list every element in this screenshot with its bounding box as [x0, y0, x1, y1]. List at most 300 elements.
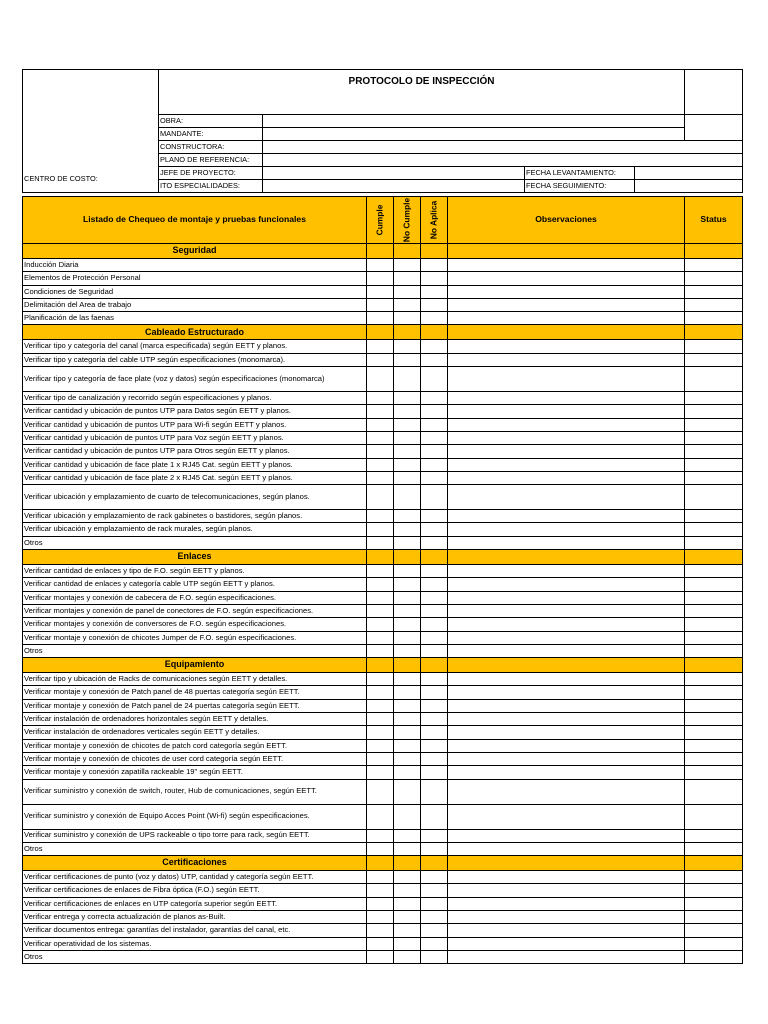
section-title: Cableado Estructurado — [23, 325, 367, 340]
section-header-cell — [685, 325, 743, 340]
checklist-row — [23, 565, 743, 578]
no-cumple-cell[interactable] — [394, 829, 421, 842]
observaciones-cell[interactable] — [448, 910, 685, 923]
status-cell[interactable] — [685, 485, 743, 510]
observaciones-cell[interactable] — [448, 924, 685, 937]
cumple-cell[interactable] — [367, 431, 394, 444]
observaciones-cell[interactable] — [448, 405, 685, 418]
section-header-cell — [421, 325, 448, 340]
no-aplica-cell[interactable] — [421, 523, 448, 536]
cumple-cell[interactable] — [367, 367, 394, 392]
checklist-item-label: Otros — [23, 950, 367, 963]
no-cumple-cell[interactable] — [394, 631, 421, 644]
checklist-row — [23, 405, 743, 418]
checklist-row — [23, 779, 743, 804]
no-cumple-cell[interactable] — [394, 340, 421, 353]
checklist-item-label: Verificar cantidad y ubicación de face plate 1 x RJ45 Cat. según EETT y planos. — [23, 458, 367, 471]
status-cell[interactable] — [685, 367, 743, 392]
checklist-item-label: Elementos de Protección Personal — [23, 272, 367, 285]
cumple-cell[interactable] — [367, 591, 394, 604]
cumple-cell[interactable] — [367, 604, 394, 617]
no-cumple-cell[interactable] — [394, 739, 421, 752]
no-cumple-cell[interactable] — [394, 804, 421, 829]
observaciones-cell[interactable] — [448, 779, 685, 804]
status-cell[interactable] — [685, 523, 743, 536]
observaciones-cell[interactable] — [448, 950, 685, 963]
cumple-cell[interactable] — [367, 766, 394, 779]
observaciones-cell[interactable] — [448, 367, 685, 392]
status-cell[interactable] — [685, 871, 743, 884]
constructora-field[interactable] — [263, 141, 743, 154]
jefe-proyecto-label: JEFE DE PROYECTO: — [159, 167, 263, 180]
status-cell[interactable] — [685, 924, 743, 937]
no-aplica-cell[interactable] — [421, 510, 448, 523]
no-cumple-cell[interactable] — [394, 510, 421, 523]
section-title: Equipamiento — [23, 658, 367, 673]
no-cumple-header — [394, 197, 421, 244]
no-aplica-cell[interactable] — [421, 739, 448, 752]
no-aplica-cell[interactable] — [421, 272, 448, 285]
checklist-row — [23, 259, 743, 272]
cumple-cell[interactable] — [367, 536, 394, 549]
status-cell[interactable] — [685, 699, 743, 712]
no-cumple-cell[interactable] — [394, 779, 421, 804]
section-header-cell — [367, 325, 394, 340]
no-aplica-cell[interactable] — [421, 713, 448, 726]
observaciones-cell[interactable] — [448, 766, 685, 779]
no-aplica-cell[interactable] — [421, 604, 448, 617]
cumple-cell[interactable] — [367, 842, 394, 855]
status-cell[interactable] — [685, 392, 743, 405]
observaciones-cell[interactable] — [448, 631, 685, 644]
no-cumple-cell[interactable] — [394, 950, 421, 963]
checklist-row — [23, 726, 743, 739]
status-cell[interactable] — [685, 565, 743, 578]
cumple-cell[interactable] — [367, 752, 394, 765]
section-header-cell — [421, 244, 448, 259]
no-aplica-cell[interactable] — [421, 565, 448, 578]
checklist-row — [23, 312, 743, 325]
cumple-cell[interactable] — [367, 631, 394, 644]
status-cell[interactable] — [685, 673, 743, 686]
status-cell[interactable] — [685, 910, 743, 923]
observaciones-cell[interactable] — [448, 353, 685, 366]
status-cell[interactable] — [685, 829, 743, 842]
cumple-cell[interactable] — [367, 686, 394, 699]
checklist-item-label: Verificar montajes y conexión de conversores de F.O. según especificaciones. — [23, 618, 367, 631]
status-cell[interactable] — [685, 272, 743, 285]
observaciones-cell[interactable] — [448, 418, 685, 431]
jefe-proyecto-field[interactable] — [263, 167, 525, 180]
no-cumple-cell[interactable] — [394, 884, 421, 897]
no-cumple-cell[interactable] — [394, 591, 421, 604]
checklist-row — [23, 353, 743, 366]
checklist-row — [23, 884, 743, 897]
status-cell[interactable] — [685, 458, 743, 471]
no-aplica-cell[interactable] — [421, 418, 448, 431]
cumple-cell[interactable] — [367, 897, 394, 910]
no-cumple-cell[interactable] — [394, 897, 421, 910]
no-aplica-header — [421, 197, 448, 244]
logo-area — [23, 70, 159, 115]
observaciones-cell[interactable] — [448, 673, 685, 686]
no-aplica-header-label: No Aplica — [428, 200, 439, 240]
cumple-cell[interactable] — [367, 779, 394, 804]
no-aplica-cell[interactable] — [421, 842, 448, 855]
observaciones-cell[interactable] — [448, 591, 685, 604]
section-title: Certificaciones — [23, 856, 367, 871]
checklist-item-label: Verificar instalación de ordenadores horizontales según EETT y detalles. — [23, 713, 367, 726]
cumple-cell[interactable] — [367, 804, 394, 829]
observaciones-cell[interactable] — [448, 884, 685, 897]
observaciones-cell[interactable] — [448, 431, 685, 444]
observaciones-cell[interactable] — [448, 272, 685, 285]
checklist-item-label: Otros — [23, 842, 367, 855]
no-cumple-cell[interactable] — [394, 604, 421, 617]
status-cell[interactable] — [685, 471, 743, 484]
no-cumple-cell[interactable] — [394, 565, 421, 578]
checklist-row — [23, 591, 743, 604]
cumple-cell[interactable] — [367, 312, 394, 325]
no-aplica-cell[interactable] — [421, 766, 448, 779]
no-aplica-cell[interactable] — [421, 392, 448, 405]
cumple-cell[interactable] — [367, 618, 394, 631]
cumple-cell[interactable] — [367, 699, 394, 712]
cumple-cell[interactable] — [367, 726, 394, 739]
cumple-cell[interactable] — [367, 565, 394, 578]
cumple-cell[interactable] — [367, 578, 394, 591]
no-aplica-cell[interactable] — [421, 937, 448, 950]
checklist-item-label: Planificación de las faenas — [23, 312, 367, 325]
no-cumple-cell[interactable] — [394, 910, 421, 923]
checklist-item-label: Delimitación del Area de trabajo — [23, 298, 367, 311]
observaciones-cell[interactable] — [448, 536, 685, 549]
no-aplica-cell[interactable] — [421, 779, 448, 804]
cumple-cell[interactable] — [367, 937, 394, 950]
no-aplica-cell[interactable] — [421, 298, 448, 311]
observaciones-cell[interactable] — [448, 340, 685, 353]
observaciones-cell[interactable] — [448, 739, 685, 752]
no-aplica-cell[interactable] — [421, 340, 448, 353]
no-aplica-cell[interactable] — [421, 312, 448, 325]
obra-field[interactable] — [263, 115, 685, 128]
observaciones-cell[interactable] — [448, 312, 685, 325]
status-cell[interactable] — [685, 285, 743, 298]
status-cell[interactable] — [685, 405, 743, 418]
section-header-cell — [448, 856, 685, 871]
no-cumple-cell[interactable] — [394, 644, 421, 657]
no-cumple-cell[interactable] — [394, 405, 421, 418]
checklist-item-label: Verificar cantidad y ubicación de face plate 2 x RJ45 Cat. según EETT y planos. — [23, 471, 367, 484]
no-cumple-cell[interactable] — [394, 485, 421, 510]
checklist-row — [23, 458, 743, 471]
cumple-cell[interactable] — [367, 950, 394, 963]
status-cell[interactable] — [685, 631, 743, 644]
checklist-row — [23, 644, 743, 657]
status-cell[interactable] — [685, 431, 743, 444]
no-aplica-cell[interactable] — [421, 644, 448, 657]
status-cell[interactable] — [685, 618, 743, 631]
status-cell[interactable] — [685, 937, 743, 950]
cumple-cell[interactable] — [367, 924, 394, 937]
fecha-levantamiento-field[interactable] — [635, 167, 743, 180]
no-aplica-cell[interactable] — [421, 578, 448, 591]
checklist-item-label: Verificar operatividad de los sistemas. — [23, 937, 367, 950]
no-aplica-cell[interactable] — [421, 686, 448, 699]
no-cumple-cell[interactable] — [394, 259, 421, 272]
cumple-cell[interactable] — [367, 418, 394, 431]
cumple-cell[interactable] — [367, 884, 394, 897]
observaciones-cell[interactable] — [448, 471, 685, 484]
observaciones-cell[interactable] — [448, 937, 685, 950]
cumple-cell[interactable] — [367, 471, 394, 484]
status-cell[interactable] — [685, 779, 743, 804]
status-cell[interactable] — [685, 298, 743, 311]
no-aplica-cell[interactable] — [421, 259, 448, 272]
status-cell[interactable] — [685, 884, 743, 897]
status-cell[interactable] — [685, 739, 743, 752]
mandante-field[interactable] — [263, 128, 685, 141]
checklist-item-label: Otros — [23, 644, 367, 657]
no-cumple-cell[interactable] — [394, 713, 421, 726]
status-cell[interactable] — [685, 644, 743, 657]
no-aplica-cell[interactable] — [421, 353, 448, 366]
cumple-cell[interactable] — [367, 829, 394, 842]
section-header-cell — [685, 550, 743, 565]
no-cumple-cell[interactable] — [394, 578, 421, 591]
no-aplica-cell[interactable] — [421, 910, 448, 923]
status-cell[interactable] — [685, 418, 743, 431]
section-header-cell — [685, 244, 743, 259]
observaciones-cell[interactable] — [448, 842, 685, 855]
no-aplica-cell[interactable] — [421, 871, 448, 884]
checklist-item-label: Verificar instalación de ordenadores verticales según EETT y detalles. — [23, 726, 367, 739]
observaciones-cell[interactable] — [448, 897, 685, 910]
no-aplica-cell[interactable] — [421, 673, 448, 686]
observaciones-cell[interactable] — [448, 565, 685, 578]
checklist-item-label: Verificar cantidad y ubicación de puntos UTP para Otros según EETT y planos. — [23, 445, 367, 458]
no-aplica-cell[interactable] — [421, 471, 448, 484]
status-cell[interactable] — [685, 766, 743, 779]
no-cumple-cell[interactable] — [394, 726, 421, 739]
no-aplica-cell[interactable] — [421, 591, 448, 604]
no-cumple-cell[interactable] — [394, 312, 421, 325]
observaciones-cell[interactable] — [448, 752, 685, 765]
plano-field[interactable] — [263, 154, 743, 167]
section-header-cell — [394, 856, 421, 871]
observaciones-cell[interactable] — [448, 726, 685, 739]
no-aplica-cell[interactable] — [421, 285, 448, 298]
no-aplica-cell[interactable] — [421, 405, 448, 418]
cumple-cell[interactable] — [367, 285, 394, 298]
checklist-item-label: Verificar certificaciones de enlaces en UTP categoría superior según EETT. — [23, 897, 367, 910]
checklist-item-label: Verificar cantidad de enlaces y tipo de F.O. según EETT y planos. — [23, 565, 367, 578]
no-aplica-cell[interactable] — [421, 752, 448, 765]
checklist-item-label: Verificar entrega y correcta actualización de planos as-Built. — [23, 910, 367, 923]
status-cell[interactable] — [685, 353, 743, 366]
section-header-row — [23, 658, 743, 673]
no-cumple-cell[interactable] — [394, 445, 421, 458]
cumple-cell[interactable] — [367, 871, 394, 884]
fecha-seguimiento-label: FECHA SEGUIMIENTO: — [525, 180, 635, 193]
observaciones-cell[interactable] — [448, 445, 685, 458]
cumple-cell[interactable] — [367, 445, 394, 458]
no-aplica-cell[interactable] — [421, 445, 448, 458]
no-cumple-cell[interactable] — [394, 924, 421, 937]
cumple-cell[interactable] — [367, 353, 394, 366]
no-aplica-cell[interactable] — [421, 458, 448, 471]
status-cell[interactable] — [685, 536, 743, 549]
observaciones-cell[interactable] — [448, 285, 685, 298]
status-cell[interactable] — [685, 312, 743, 325]
cumple-cell[interactable] — [367, 405, 394, 418]
no-aplica-cell[interactable] — [421, 884, 448, 897]
no-cumple-cell[interactable] — [394, 937, 421, 950]
section-header-cell — [394, 658, 421, 673]
no-cumple-cell[interactable] — [394, 353, 421, 366]
checklist-row — [23, 272, 743, 285]
status-cell[interactable] — [685, 340, 743, 353]
no-aplica-cell[interactable] — [421, 536, 448, 549]
cumple-cell[interactable] — [367, 739, 394, 752]
observaciones-cell[interactable] — [448, 644, 685, 657]
observaciones-cell[interactable] — [448, 804, 685, 829]
observaciones-cell[interactable] — [448, 871, 685, 884]
no-cumple-cell[interactable] — [394, 536, 421, 549]
checklist-row — [23, 392, 743, 405]
observaciones-cell[interactable] — [448, 523, 685, 536]
ito-field[interactable] — [263, 180, 525, 193]
no-aplica-cell[interactable] — [421, 367, 448, 392]
status-cell[interactable] — [685, 591, 743, 604]
checklist-row — [23, 752, 743, 765]
observaciones-cell[interactable] — [448, 485, 685, 510]
status-cell[interactable] — [685, 804, 743, 829]
checklist-row — [23, 924, 743, 937]
checklist-row — [23, 536, 743, 549]
observaciones-cell[interactable] — [448, 699, 685, 712]
no-cumple-cell[interactable] — [394, 842, 421, 855]
no-cumple-cell[interactable] — [394, 699, 421, 712]
checklist-row — [23, 766, 743, 779]
no-aplica-cell[interactable] — [421, 829, 448, 842]
no-cumple-cell[interactable] — [394, 673, 421, 686]
cumple-cell[interactable] — [367, 298, 394, 311]
no-cumple-cell[interactable] — [394, 367, 421, 392]
status-cell[interactable] — [685, 897, 743, 910]
status-cell[interactable] — [685, 259, 743, 272]
no-cumple-cell[interactable] — [394, 392, 421, 405]
no-aplica-cell[interactable] — [421, 485, 448, 510]
checklist-row — [23, 445, 743, 458]
no-cumple-cell[interactable] — [394, 523, 421, 536]
cumple-cell[interactable] — [367, 510, 394, 523]
cumple-cell[interactable] — [367, 272, 394, 285]
cumple-header — [367, 197, 394, 244]
checklist-row — [23, 739, 743, 752]
cumple-cell[interactable] — [367, 910, 394, 923]
no-cumple-cell[interactable] — [394, 285, 421, 298]
no-aplica-cell[interactable] — [421, 431, 448, 444]
cumple-cell[interactable] — [367, 644, 394, 657]
listado-header: Listado de Chequeo de montaje y pruebas funcionales — [23, 197, 367, 244]
no-cumple-cell[interactable] — [394, 752, 421, 765]
checklist-table — [22, 196, 743, 964]
cumple-cell[interactable] — [367, 458, 394, 471]
status-cell[interactable] — [685, 950, 743, 963]
observaciones-cell[interactable] — [448, 298, 685, 311]
no-cumple-cell[interactable] — [394, 871, 421, 884]
no-cumple-cell[interactable] — [394, 471, 421, 484]
status-cell[interactable] — [685, 510, 743, 523]
status-cell[interactable] — [685, 752, 743, 765]
no-aplica-cell[interactable] — [421, 631, 448, 644]
observaciones-cell[interactable] — [448, 259, 685, 272]
no-cumple-cell[interactable] — [394, 458, 421, 471]
observaciones-cell[interactable] — [448, 578, 685, 591]
observaciones-cell[interactable] — [448, 458, 685, 471]
cumple-cell[interactable] — [367, 340, 394, 353]
cumple-cell[interactable] — [367, 392, 394, 405]
no-cumple-cell[interactable] — [394, 686, 421, 699]
observaciones-cell[interactable] — [448, 829, 685, 842]
observaciones-cell[interactable] — [448, 510, 685, 523]
cumple-cell[interactable] — [367, 713, 394, 726]
no-aplica-cell[interactable] — [421, 699, 448, 712]
no-cumple-cell[interactable] — [394, 418, 421, 431]
checklist-item-label: Verificar montaje y conexión de chicotes Jumper de F.O. según especificaciones. — [23, 631, 367, 644]
status-cell[interactable] — [685, 686, 743, 699]
no-aplica-cell[interactable] — [421, 804, 448, 829]
status-cell[interactable] — [685, 713, 743, 726]
no-aplica-cell[interactable] — [421, 950, 448, 963]
status-cell[interactable] — [685, 604, 743, 617]
cumple-cell[interactable] — [367, 259, 394, 272]
observaciones-cell[interactable] — [448, 686, 685, 699]
observaciones-cell[interactable] — [448, 604, 685, 617]
observaciones-cell[interactable] — [448, 392, 685, 405]
status-cell[interactable] — [685, 726, 743, 739]
status-cell[interactable] — [685, 842, 743, 855]
fecha-seguimiento-field[interactable] — [635, 180, 743, 193]
observaciones-cell[interactable] — [448, 713, 685, 726]
cumple-cell[interactable] — [367, 673, 394, 686]
checklist-row — [23, 523, 743, 536]
observaciones-cell[interactable] — [448, 618, 685, 631]
no-aplica-cell[interactable] — [421, 924, 448, 937]
no-aplica-cell[interactable] — [421, 618, 448, 631]
section-header-row — [23, 244, 743, 259]
no-cumple-cell[interactable] — [394, 618, 421, 631]
no-cumple-cell[interactable] — [394, 431, 421, 444]
no-cumple-cell[interactable] — [394, 272, 421, 285]
checklist-item-label: Verificar cantidad de enlaces y categoría cable UTP según EETT y planos. — [23, 578, 367, 591]
cumple-cell[interactable] — [367, 523, 394, 536]
no-aplica-cell[interactable] — [421, 897, 448, 910]
checklist-item-label: Verificar tipo y categoría del canal (marca especificada) según EETT y planos. — [23, 340, 367, 353]
cumple-cell[interactable] — [367, 485, 394, 510]
status-cell[interactable] — [685, 445, 743, 458]
status-cell[interactable] — [685, 578, 743, 591]
no-aplica-cell[interactable] — [421, 726, 448, 739]
section-header-cell — [448, 244, 685, 259]
no-cumple-cell[interactable] — [394, 766, 421, 779]
checklist-item-label: Verificar ubicación y emplazamiento de cuarto de telecomunicaciones, según planos. — [23, 485, 367, 510]
checklist-row — [23, 631, 743, 644]
no-cumple-cell[interactable] — [394, 298, 421, 311]
checklist-item-label: Otros — [23, 536, 367, 549]
checklist-row — [23, 485, 743, 510]
